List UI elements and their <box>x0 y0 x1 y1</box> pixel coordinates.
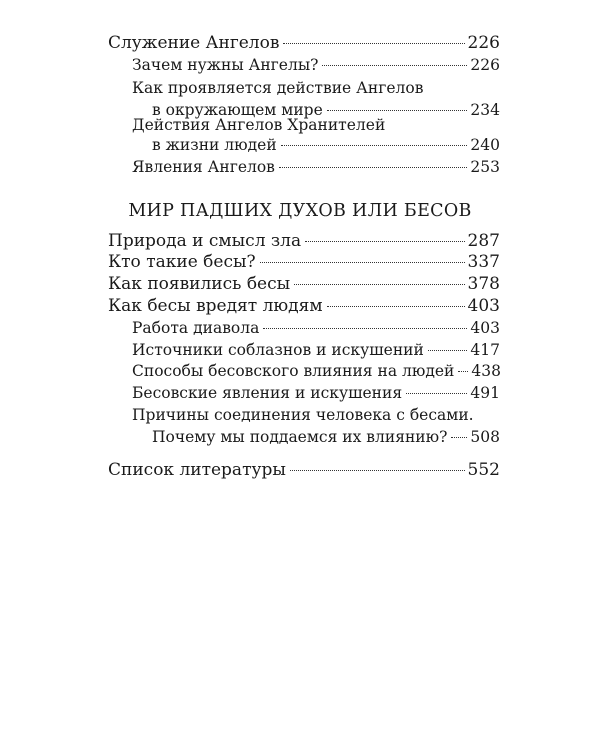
page-number: 508 <box>470 428 500 446</box>
dot-leader <box>327 306 465 307</box>
section-heading: МИР ПАДШИХ ДУХОВ ИЛИ БЕСОВ <box>128 201 472 221</box>
entry-title: Источники соблазнов и искушений <box>132 341 424 359</box>
toc-entry-who-demons <box>108 254 500 271</box>
entry-title: Как появились бесы <box>108 274 291 294</box>
dot-leader <box>327 110 468 111</box>
page-number: 287 <box>467 231 500 251</box>
entry-title: Природа и смысл зла <box>108 231 302 251</box>
entry-title: Кто такие бесы? <box>108 252 256 272</box>
page-number: 226 <box>467 33 500 53</box>
dot-leader <box>406 393 467 394</box>
toc-entry-demons-harm <box>108 298 500 315</box>
entry-title: Бесовские явления и искушения <box>132 384 403 402</box>
page-number: 226 <box>470 56 500 74</box>
entry-title-line1: Причины соединения человека с бесами. <box>132 406 474 424</box>
toc-entry-influence-ways <box>132 364 500 380</box>
toc-entry-guardian-angels <box>152 138 500 154</box>
entry-title: Зачем нужны Ангелы? <box>132 56 319 74</box>
entry-title-line2: Почему мы поддаемся их влиянию? <box>152 428 448 446</box>
page-number: 337 <box>467 252 500 272</box>
dot-leader <box>281 145 468 146</box>
dot-leader <box>458 371 468 372</box>
page-number: 253 <box>470 158 500 176</box>
dot-leader <box>263 328 467 329</box>
entry-title-line2: в жизни людей <box>152 136 277 154</box>
page-number: 403 <box>467 296 500 316</box>
toc-entry-angel-appearances <box>132 160 500 176</box>
toc-entry-angels-service <box>108 35 500 52</box>
dot-leader <box>428 350 468 351</box>
dot-leader <box>290 470 465 471</box>
entry-title-line1: Действия Ангелов Хранителей <box>132 116 386 134</box>
entry-title-line2: в окружающем мире <box>152 101 323 119</box>
dot-leader <box>260 262 465 263</box>
page-number: 417 <box>470 341 500 359</box>
page-number: 234 <box>470 101 500 119</box>
entry-title: Служение Ангелов <box>108 33 280 53</box>
entry-title: Как бесы вредят людям <box>108 296 323 316</box>
dot-leader <box>305 241 464 242</box>
toc-entry-temptation-sources <box>132 343 500 359</box>
page-number: 491 <box>470 384 500 402</box>
entry-title: Работа диавола <box>132 319 260 337</box>
entry-title: Список литературы <box>108 460 286 480</box>
entry-title: Способы бесовского влияния на людей <box>132 362 455 380</box>
entry-title: Явления Ангелов <box>132 158 275 176</box>
toc-entry-bibliography <box>108 462 500 479</box>
dot-leader <box>279 167 468 168</box>
toc-entry-nature-evil <box>108 233 500 250</box>
toc-entry-demon-manifestations <box>132 386 500 402</box>
toc-entry-demons-origin <box>108 276 500 293</box>
dot-leader <box>283 43 464 44</box>
entry-title-line1: Как проявляется действие Ангелов <box>132 79 424 97</box>
dot-leader <box>322 65 467 66</box>
dot-leader <box>294 284 464 285</box>
toc-entry-devil-work <box>132 321 500 337</box>
page-number: 438 <box>471 362 501 380</box>
page-number: 552 <box>467 460 500 480</box>
page-number: 403 <box>470 319 500 337</box>
page-number: 240 <box>470 136 500 154</box>
toc-entry-demon-causes <box>152 430 500 446</box>
dot-leader <box>451 437 467 438</box>
toc-entry-why-angels <box>132 58 500 74</box>
page-number: 378 <box>467 274 500 294</box>
